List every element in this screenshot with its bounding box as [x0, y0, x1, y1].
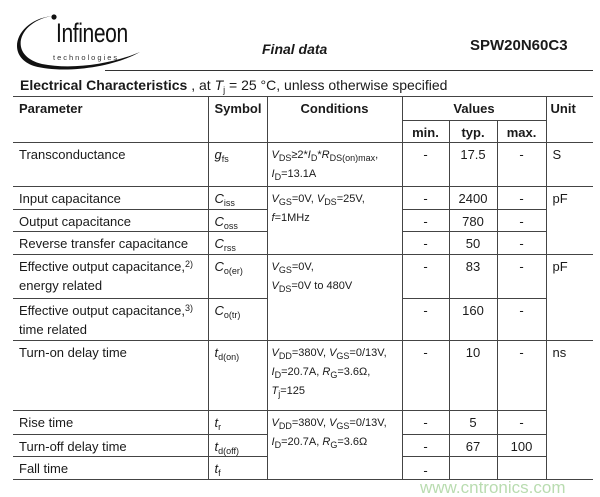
formula-part: o(er)	[223, 266, 243, 276]
conditions-cell	[267, 143, 402, 187]
formula-part: V	[329, 417, 337, 429]
formula-part: =0V to 480V	[291, 280, 353, 292]
max-value: -	[497, 143, 546, 187]
formula-part: DS	[278, 153, 292, 163]
header-typ: typ.	[449, 121, 497, 143]
formula-part: I	[271, 168, 275, 180]
formula-part: j	[278, 389, 281, 399]
parameter-cell	[13, 143, 208, 187]
condition-line	[272, 414, 399, 433]
footnote-ref: 2)	[184, 259, 193, 269]
symbol-cell	[208, 411, 267, 435]
formula-part: fs	[221, 154, 229, 164]
parameter-label: Turn-off delay time	[19, 439, 127, 454]
parameter-cell	[13, 411, 208, 435]
condition-line	[272, 277, 399, 296]
condition-line	[272, 146, 399, 165]
formula-part: rss	[223, 243, 236, 253]
typ-value: 83	[449, 255, 497, 299]
max-value: -	[497, 232, 546, 255]
condition-line	[272, 209, 399, 228]
formula-part: =20.7A,	[281, 436, 323, 448]
symbol-cell	[208, 187, 267, 210]
formula-part: t	[214, 415, 219, 430]
formula-part: =1MHz	[274, 212, 310, 224]
formula-part: g	[214, 147, 222, 162]
header-divider	[105, 70, 593, 71]
conditions-cell	[267, 255, 402, 341]
max-value: -	[497, 299, 546, 341]
header-max: max.	[497, 121, 546, 143]
max-value	[497, 457, 546, 480]
conditions-cell	[267, 411, 402, 480]
parameter-label: Input capacitance	[19, 191, 121, 206]
formula-part: t	[214, 439, 219, 454]
symbol-cell	[208, 143, 267, 187]
formula-part: t	[214, 461, 219, 476]
condition-line	[272, 190, 399, 209]
formula-part: t	[214, 345, 219, 360]
parameter-cell	[13, 299, 208, 341]
max-value: -	[497, 187, 546, 210]
formula-part: =0V,	[291, 193, 317, 205]
typ-value: 2400	[449, 187, 497, 210]
section-prefix: , at	[187, 77, 215, 93]
typ-value: 10	[449, 341, 497, 411]
parameter-label: Turn-on delay time	[19, 345, 127, 360]
table-row	[13, 187, 593, 210]
formula-part: R	[322, 366, 331, 378]
typ-value: 780	[449, 210, 497, 232]
typ-value: 160	[449, 299, 497, 341]
condition-line	[272, 258, 399, 277]
parameter-label: Effective output capacitance,	[19, 303, 185, 318]
formula-part: =3.6Ω	[337, 436, 368, 448]
formula-part: DD	[278, 351, 292, 361]
formula-part: DS	[278, 284, 292, 294]
symbol-cell	[208, 255, 267, 299]
condition-line	[272, 433, 399, 452]
typ-value	[449, 457, 497, 480]
unit-cell: S	[546, 143, 593, 187]
formula-part: =125	[280, 385, 306, 397]
parameter-label: Output capacitance	[19, 214, 132, 229]
formula-part: =380V,	[291, 347, 330, 359]
min-value: -	[402, 232, 449, 255]
formula-part: V	[271, 149, 279, 161]
formula-part: C	[214, 236, 224, 251]
formula-part: T	[271, 385, 279, 397]
table-row	[13, 411, 593, 435]
formula-part: C	[214, 214, 224, 229]
section-title	[20, 77, 447, 94]
conditions-cell	[267, 187, 402, 255]
min-value: -	[402, 299, 449, 341]
parameter-label: energy related	[19, 278, 103, 293]
max-value: -	[497, 341, 546, 411]
formula-part: D	[274, 172, 282, 182]
formula-part: r	[218, 422, 222, 432]
unit-cell: ns	[546, 341, 593, 480]
formula-part: =13.1A	[281, 168, 317, 180]
formula-part: D	[274, 440, 282, 450]
section-var: T	[214, 77, 224, 93]
max-value: -	[497, 255, 546, 299]
formula-part: =0/13V,	[349, 347, 387, 359]
formula-part: f	[271, 212, 275, 224]
section-rest: = 25 °C, unless otherwise specified	[225, 77, 448, 93]
max-value: -	[497, 210, 546, 232]
formula-part: DS	[324, 197, 337, 207]
formula-part: R	[321, 149, 330, 161]
conditions-cell	[267, 341, 402, 411]
formula-part: iss	[223, 198, 235, 208]
formula-part: D	[274, 370, 282, 380]
parameter-cell	[13, 435, 208, 457]
formula-part: V	[271, 193, 279, 205]
formula-part: *	[317, 149, 322, 161]
parameter-cell	[13, 255, 208, 299]
formula-part: oss	[223, 221, 238, 231]
formula-part: DD	[278, 421, 292, 431]
parameter-cell	[13, 341, 208, 411]
formula-part: =0V,	[291, 261, 314, 273]
part-number: SPW20N60C3	[470, 37, 568, 54]
min-value: -	[402, 210, 449, 232]
formula-part: GS	[336, 351, 350, 361]
typ-value: 67	[449, 435, 497, 457]
formula-part: ,	[375, 149, 379, 161]
parameter-label: Effective output capacitance,	[19, 259, 185, 274]
typ-value: 5	[449, 411, 497, 435]
unit-cell: pF	[546, 187, 593, 255]
formula-part: DS(on)max	[329, 153, 376, 163]
formula-part: o(tr)	[223, 310, 241, 320]
symbol-cell	[208, 457, 267, 480]
formula-part: G	[330, 370, 338, 380]
electrical-characteristics-table	[13, 96, 593, 480]
header-symbol: Symbol	[208, 97, 267, 143]
parameter-cell	[13, 232, 208, 255]
formula-part: V	[271, 261, 279, 273]
header-values: Values	[402, 97, 546, 121]
document-status: Final data	[262, 41, 328, 57]
logo-name: Infineon	[56, 18, 128, 48]
table-row	[13, 143, 593, 187]
parameter-label: Reverse transfer capacitance	[19, 236, 189, 251]
condition-line	[272, 165, 399, 184]
max-value: -	[497, 411, 546, 435]
typ-value: 50	[449, 232, 497, 255]
formula-part: C	[214, 191, 224, 206]
header-min: min.	[402, 121, 449, 143]
min-value: -	[402, 341, 449, 411]
header-conditions: Conditions	[267, 97, 402, 143]
formula-part: C	[214, 303, 224, 318]
min-value: -	[402, 435, 449, 457]
parameter-label: Rise time	[19, 415, 74, 430]
logo-subtitle: technologies	[53, 53, 120, 62]
symbol-cell	[208, 232, 267, 255]
formula-part: V	[271, 280, 279, 292]
table-row	[13, 341, 593, 411]
symbol-cell	[208, 341, 267, 411]
formula-part: =20.7A,	[281, 366, 323, 378]
formula-part: I	[271, 366, 275, 378]
symbol-cell	[208, 435, 267, 457]
formula-part: =0/13V,	[349, 417, 387, 429]
condition-line	[272, 363, 399, 382]
section-sub: j	[223, 85, 226, 95]
watermark: www.cntronics.com	[420, 478, 566, 497]
parameter-cell	[13, 457, 208, 480]
parameter-label: Transconductance	[19, 147, 126, 162]
formula-part: V	[316, 193, 325, 205]
table-row	[13, 255, 593, 299]
formula-part: =380V,	[291, 417, 330, 429]
parameter-cell	[13, 210, 208, 232]
section-heading: Electrical Characteristics	[20, 77, 188, 93]
min-value: -	[402, 187, 449, 210]
formula-part: R	[322, 436, 331, 448]
formula-part: G	[330, 440, 338, 450]
condition-line	[272, 382, 399, 401]
min-value: -	[402, 411, 449, 435]
parameter-cell	[13, 187, 208, 210]
symbol-cell	[208, 299, 267, 341]
typ-value: 17.5	[449, 143, 497, 187]
formula-part: GS	[336, 421, 350, 431]
formula-part: d(off)	[218, 446, 239, 456]
formula-part: V	[271, 347, 279, 359]
footnote-ref: 3)	[184, 303, 193, 313]
max-value: 100	[497, 435, 546, 457]
formula-part: ≥2*	[291, 149, 308, 161]
formula-part: D	[310, 153, 318, 163]
formula-part: =25V,	[336, 193, 365, 205]
infineon-logo	[12, 8, 152, 72]
formula-part: V	[271, 417, 279, 429]
min-value: -	[402, 457, 449, 480]
condition-line	[272, 344, 399, 363]
formula-part: I	[271, 436, 275, 448]
parameter-label: time related	[19, 322, 87, 337]
min-value: -	[402, 143, 449, 187]
min-value: -	[402, 255, 449, 299]
formula-part: GS	[278, 197, 292, 207]
parameter-label: Fall time	[19, 461, 69, 476]
formula-part: V	[329, 347, 337, 359]
formula-part: GS	[278, 265, 292, 275]
formula-part: =3.6Ω,	[337, 366, 371, 378]
formula-part: I	[307, 149, 311, 161]
formula-part: f	[218, 468, 221, 478]
header-parameter: Parameter	[13, 97, 208, 143]
header-unit: Unit	[546, 97, 593, 143]
formula-part: d(on)	[218, 352, 240, 362]
symbol-cell	[208, 210, 267, 232]
unit-cell: pF	[546, 255, 593, 341]
formula-part: C	[214, 259, 224, 274]
